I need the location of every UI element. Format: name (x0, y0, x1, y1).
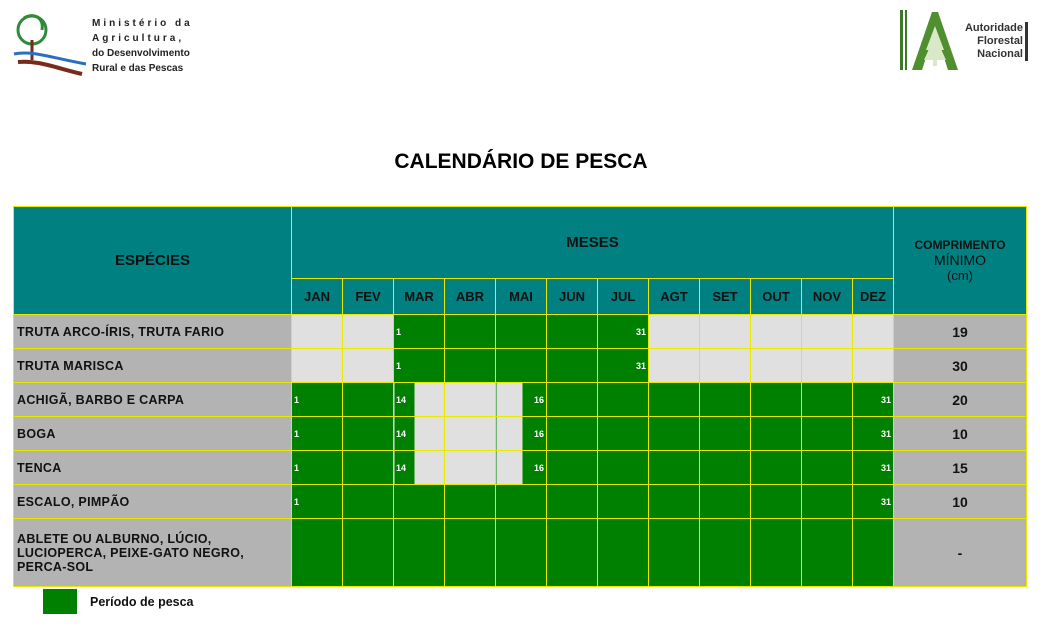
month-cell-mar (394, 519, 445, 587)
season-start-day: 14 (396, 394, 407, 405)
min-length-value: - (894, 519, 1027, 587)
month-header-agt: AGT (649, 279, 700, 315)
month-header-jan: JAN (292, 279, 343, 315)
season-start-day: 1 (294, 462, 300, 473)
month-cell-jan (292, 417, 343, 451)
season-end-day: 31 (880, 496, 891, 507)
page-title: CALENDÁRIO DE PESCA (394, 150, 648, 173)
season-end-day: 16 (533, 394, 544, 405)
month-cell-jul (598, 451, 649, 485)
month-cell-agt (649, 315, 700, 349)
month-cell-fev (343, 417, 394, 451)
month-cell-abr (445, 315, 496, 349)
month-cell-mar (394, 417, 445, 451)
month-cell-mar (394, 451, 445, 485)
species-row (14, 315, 1027, 349)
min-length-value: 20 (894, 383, 1027, 417)
month-cell-agt (649, 417, 700, 451)
species-header: ESPÉCIES (14, 207, 292, 315)
month-cell-fev (343, 349, 394, 383)
min-length-value: 15 (894, 451, 1027, 485)
month-cell-jun (547, 383, 598, 417)
ministry-line-3: do Desenvolvimento (92, 48, 190, 59)
month-cell-jul (598, 383, 649, 417)
month-cell-agt (649, 383, 700, 417)
species-row (14, 451, 1027, 485)
month-cell-mai (496, 519, 547, 587)
month-cell-abr (445, 485, 496, 519)
month-header-abr: ABR (445, 279, 496, 315)
species-name: ABLETE OU ALBURNO, LÚCIO, LUCIOPERCA, PEIXE-GATO NEGRO, PERCA-SOL (14, 519, 292, 587)
min-length-value: 19 (894, 315, 1027, 349)
month-cell-jul (598, 485, 649, 519)
month-cell-nov (802, 519, 853, 587)
month-cell-mai (496, 485, 547, 519)
month-cell-fev (343, 315, 394, 349)
month-header-nov: NOV (802, 279, 853, 315)
month-cell-out (751, 485, 802, 519)
month-cell-mai (496, 349, 547, 383)
month-cell-dez (853, 417, 894, 451)
calendar-body (14, 315, 1027, 587)
species-row (14, 519, 1027, 587)
month-header-mar: MAR (394, 279, 445, 315)
month-cell-jan (292, 383, 343, 417)
fishing-calendar-table (13, 206, 1027, 587)
month-cell-jan (292, 451, 343, 485)
month-cell-fev (343, 519, 394, 587)
month-header-jul: JUL (598, 279, 649, 315)
season-end-day: 31 (635, 360, 646, 371)
month-cell-abr (445, 417, 496, 451)
months-header: MESES (292, 207, 894, 279)
month-cell-jul (598, 349, 649, 383)
month-cell-set (700, 417, 751, 451)
season-end-day: 31 (880, 394, 891, 405)
month-cell-set (700, 519, 751, 587)
month-cell-jan (292, 519, 343, 587)
season-end-day: 16 (533, 462, 544, 473)
month-cell-jul (598, 519, 649, 587)
ministry-line-4: Rural e das Pescas (92, 63, 184, 74)
month-cell-set (700, 315, 751, 349)
month-cell-jan (292, 349, 343, 383)
month-cell-mar (394, 485, 445, 519)
month-cell-set (700, 451, 751, 485)
month-cell-out (751, 315, 802, 349)
ministry-line-1: Ministério da (92, 18, 193, 29)
month-cell-mar (394, 315, 445, 349)
month-cell-out (751, 451, 802, 485)
month-cell-dez (853, 383, 894, 417)
month-cell-nov (802, 315, 853, 349)
month-cell-abr (445, 349, 496, 383)
month-cell-abr (445, 451, 496, 485)
ministry-emblem-icon (12, 10, 90, 76)
month-cell-nov (802, 417, 853, 451)
season-start-day: 1 (294, 394, 300, 405)
species-name: ESCALO, PIMPÃO (14, 485, 292, 519)
month-cell-mar (394, 383, 445, 417)
species-name: TRUTA ARCO-ÍRIS, TRUTA FARIO (14, 315, 292, 349)
month-cell-agt (649, 451, 700, 485)
min-length-header (894, 207, 1027, 315)
forest-line-2: Florestal (962, 35, 1028, 48)
month-cell-agt (649, 519, 700, 587)
season-end-day: 31 (880, 428, 891, 439)
min-length-value: 10 (894, 485, 1027, 519)
ministry-line-2: Agricultura, (92, 33, 185, 44)
species-name: ACHIGÃ, BARBO E CARPA (14, 383, 292, 417)
legend-label: Período de pesca (90, 595, 194, 609)
month-cell-set (700, 383, 751, 417)
min-length-header-line-2: MÍNIMO (933, 252, 987, 268)
month-cell-jun (547, 451, 598, 485)
month-cell-nov (802, 451, 853, 485)
species-row (14, 383, 1027, 417)
month-cell-nov (802, 383, 853, 417)
min-length-header-line-1: COMPRIMENTO (914, 238, 1006, 252)
month-cell-jun (547, 485, 598, 519)
species-name: TENCA (14, 451, 292, 485)
month-header-set: SET (700, 279, 751, 315)
month-cell-mai (496, 383, 547, 417)
month-cell-fev (343, 451, 394, 485)
legend-swatch (43, 589, 77, 614)
month-cell-out (751, 417, 802, 451)
month-cell-mai (496, 417, 547, 451)
season-end-day: 16 (533, 428, 544, 439)
season-start-day: 14 (396, 462, 407, 473)
month-cell-nov (802, 349, 853, 383)
species-row (14, 349, 1027, 383)
min-length-value: 30 (894, 349, 1027, 383)
min-length-unit: (cm) (947, 268, 973, 283)
month-cell-fev (343, 485, 394, 519)
season-end-day: 31 (880, 462, 891, 473)
month-cell-jan (292, 315, 343, 349)
month-cell-abr (445, 383, 496, 417)
month-header-mai: MAI (496, 279, 547, 315)
month-cell-jun (547, 315, 598, 349)
month-cell-nov (802, 485, 853, 519)
month-cell-dez (853, 315, 894, 349)
month-cell-out (751, 519, 802, 587)
month-cell-out (751, 383, 802, 417)
month-cell-jul (598, 417, 649, 451)
month-cell-jan (292, 485, 343, 519)
species-row (14, 417, 1027, 451)
month-cell-set (700, 349, 751, 383)
month-cell-dez (853, 519, 894, 587)
forest-authority-logo (898, 8, 1033, 76)
forest-authority-name (962, 22, 1028, 61)
season-start-day: 1 (396, 360, 402, 371)
month-cell-agt (649, 485, 700, 519)
month-cell-jun (547, 519, 598, 587)
season-start-day: 1 (396, 326, 402, 337)
season-start-day: 14 (396, 428, 407, 439)
species-name: BOGA (14, 417, 292, 451)
month-cell-agt (649, 349, 700, 383)
season-start-day: 1 (294, 428, 300, 439)
month-cell-jul (598, 315, 649, 349)
month-cell-jun (547, 417, 598, 451)
species-row (14, 485, 1027, 519)
month-header-out: OUT (751, 279, 802, 315)
ministry-name (92, 16, 193, 76)
month-cell-mai (496, 451, 547, 485)
season-start-day: 1 (294, 496, 300, 507)
month-cell-jun (547, 349, 598, 383)
month-header-dez: DEZ (853, 279, 894, 315)
species-name: TRUTA MARISCA (14, 349, 292, 383)
month-cell-dez (853, 451, 894, 485)
month-cell-abr (445, 519, 496, 587)
season-end-day: 31 (635, 326, 646, 337)
ministry-logo (12, 10, 212, 80)
min-length-value: 10 (894, 417, 1027, 451)
month-header-fev: FEV (343, 279, 394, 315)
month-header-jun: JUN (547, 279, 598, 315)
month-cell-fev (343, 383, 394, 417)
forest-tree-icon (898, 8, 964, 74)
month-cell-mai (496, 315, 547, 349)
forest-line-3: Nacional (962, 48, 1028, 61)
month-cell-dez (853, 349, 894, 383)
month-cell-dez (853, 485, 894, 519)
forest-line-1: Autoridade (962, 22, 1028, 35)
month-cell-mar (394, 349, 445, 383)
month-cell-set (700, 485, 751, 519)
month-cell-out (751, 349, 802, 383)
